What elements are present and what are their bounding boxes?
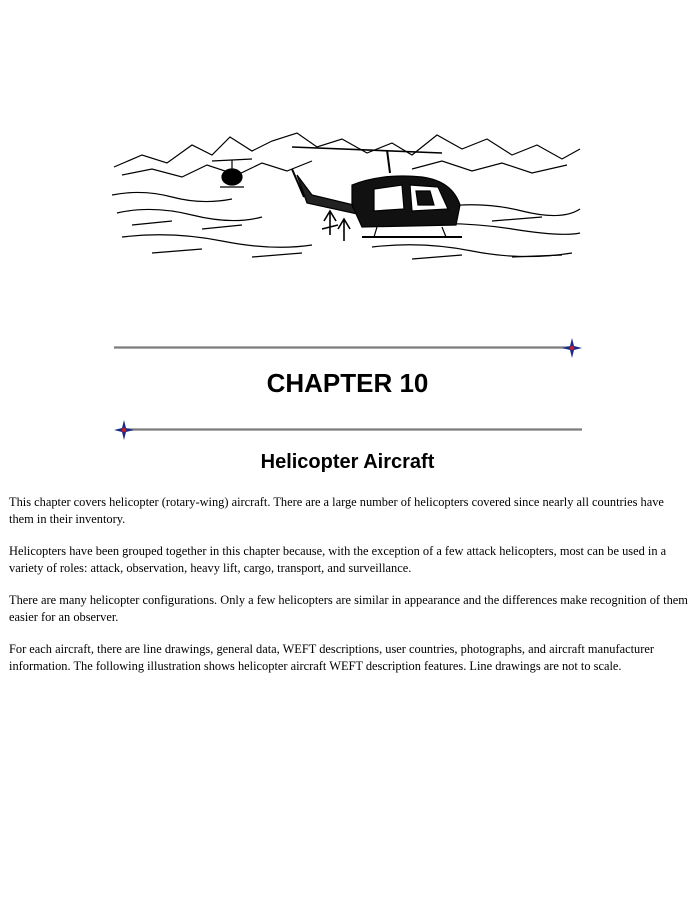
paragraph: This chapter covers helicopter (rotary-wing) aircraft. There are a large number of helicopters covered since nearly all countries have them in their inventory. bbox=[9, 495, 664, 526]
compass-star-icon bbox=[562, 338, 582, 358]
helicopter-landscape-illustration bbox=[112, 125, 582, 265]
section-title: Helicopter Aircraft bbox=[260, 451, 435, 473]
paragraph: There are many helicopter configurations. Only a few helicopters are similar in appearance and the differences make recognition of them easier for an observer. bbox=[9, 593, 688, 624]
paragraph: For each aircraft, there are line drawings, general data, WEFT descriptions, user countries, photographs, and aircraft manufacturer information. The following illustration shows helicopter aircraft WEFT description features. Line drawings are not to scale. bbox=[9, 642, 654, 673]
chapter-title: CHAPTER 10 bbox=[266, 368, 429, 398]
bottom-horizontal-rule bbox=[114, 424, 582, 436]
body-text bbox=[9, 494, 689, 690]
paragraph: Helicopters have been grouped together in this chapter because, with the exception of a few attack helicopters, most can be used in a variety of roles: attack, observation, heavy lift, cargo, transport, and surveillance. bbox=[9, 544, 667, 575]
top-horizontal-rule bbox=[114, 342, 582, 354]
compass-star-icon bbox=[114, 420, 134, 440]
